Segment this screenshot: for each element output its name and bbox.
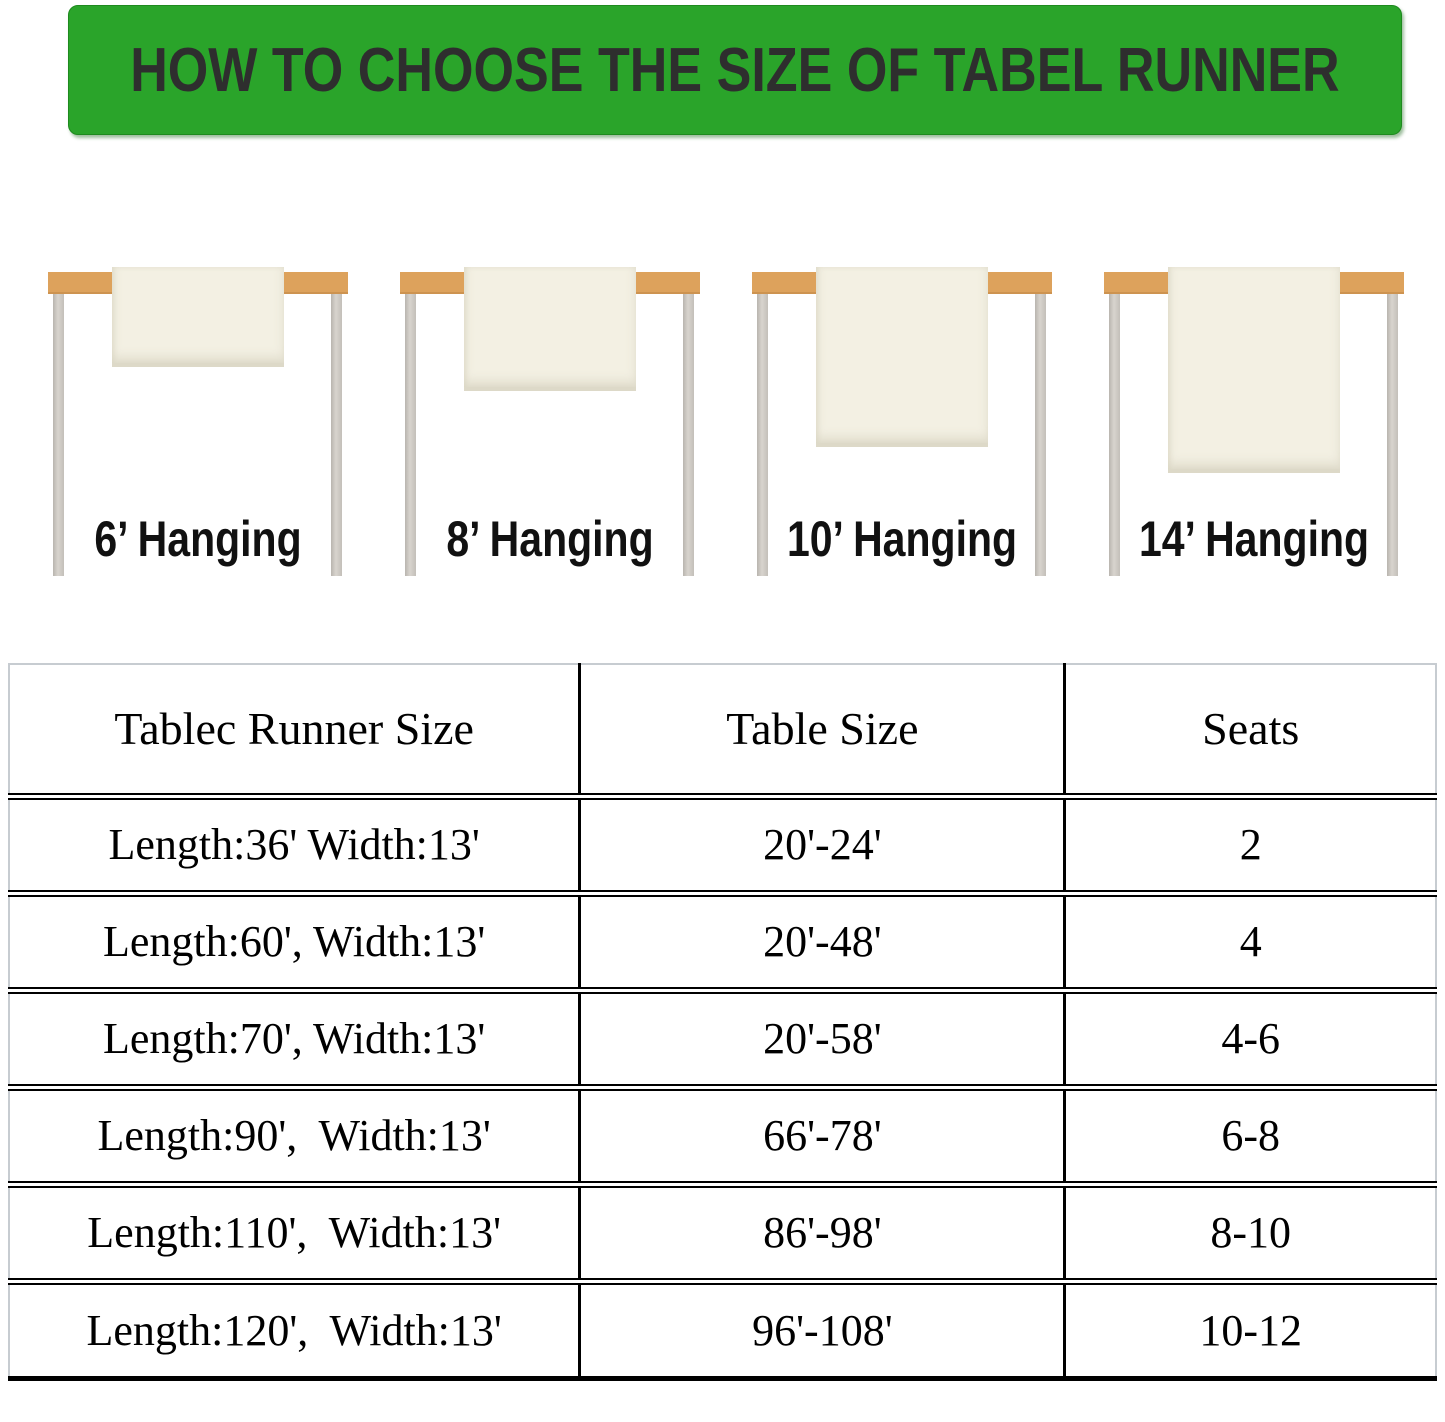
seats-cell: 4-6 xyxy=(1065,990,1436,1087)
table-leg-left xyxy=(405,294,416,576)
table-size-cell: 96'-108' xyxy=(580,1281,1065,1378)
table-size-cell: 20'-58' xyxy=(580,990,1065,1087)
hang-length-label: 10’ Hanging xyxy=(786,511,1018,567)
hang-length-label: 14’ Hanging xyxy=(1138,511,1370,567)
runner-illustration xyxy=(816,267,988,447)
runner-size-cell: Length:90', Width:13' xyxy=(9,1087,580,1184)
seats-cell: 4 xyxy=(1065,893,1436,990)
table-row xyxy=(9,990,1436,1087)
runner-size-cell: Length:120', Width:13' xyxy=(9,1281,580,1378)
table-row xyxy=(9,1087,1436,1184)
table-leg-left xyxy=(757,294,768,576)
hang-length-label: 8’ Hanging xyxy=(446,511,654,567)
header-row xyxy=(9,664,1436,796)
table-row xyxy=(9,796,1436,893)
table-figure-10ft-hanging xyxy=(752,265,1052,580)
size-chart-table xyxy=(8,663,1437,1381)
runner-illustration xyxy=(464,267,636,391)
table-figure-8ft-hanging xyxy=(400,265,700,580)
col-header-runner-size: Tablec Runner Size xyxy=(9,664,580,796)
title-banner xyxy=(68,5,1402,135)
table-figure-14ft-hanging xyxy=(1104,265,1404,580)
table-leg-right xyxy=(1387,294,1398,576)
hanging-figures-row xyxy=(48,265,1404,580)
table-row xyxy=(9,1281,1436,1378)
page-title: HOW TO CHOOSE THE SIZE OF TABEL RUNNER xyxy=(130,35,1340,105)
runner-size-cell: Length:60', Width:13' xyxy=(9,893,580,990)
table-size-cell: 86'-98' xyxy=(580,1184,1065,1281)
table-leg-left xyxy=(1109,294,1120,576)
table-row xyxy=(9,893,1436,990)
runner-size-cell: Length:110', Width:13' xyxy=(9,1184,580,1281)
table-leg-right xyxy=(331,294,342,576)
seats-cell: 8-10 xyxy=(1065,1184,1436,1281)
runner-size-cell: Length:36' Width:13' xyxy=(9,796,580,893)
table-size-cell: 20'-48' xyxy=(580,893,1065,990)
table-leg-left xyxy=(53,294,64,576)
table-row xyxy=(9,1184,1436,1281)
seats-cell: 2 xyxy=(1065,796,1436,893)
seats-cell: 6-8 xyxy=(1065,1087,1436,1184)
runner-size-cell: Length:70', Width:13' xyxy=(9,990,580,1087)
col-header-table-size: Table Size xyxy=(580,664,1065,796)
col-header-seats: Seats xyxy=(1202,703,1300,755)
runner-illustration xyxy=(1168,267,1340,473)
table-leg-right xyxy=(1035,294,1046,576)
hang-length-label: 6’ Hanging xyxy=(94,511,302,567)
table-size-cell: 20'-24' xyxy=(580,796,1065,893)
seats-cell: 10-12 xyxy=(1065,1281,1436,1378)
table-figure-6ft-hanging xyxy=(48,265,348,580)
table-leg-right xyxy=(683,294,694,576)
runner-illustration xyxy=(112,267,284,367)
table-size-cell: 66'-78' xyxy=(580,1087,1065,1184)
